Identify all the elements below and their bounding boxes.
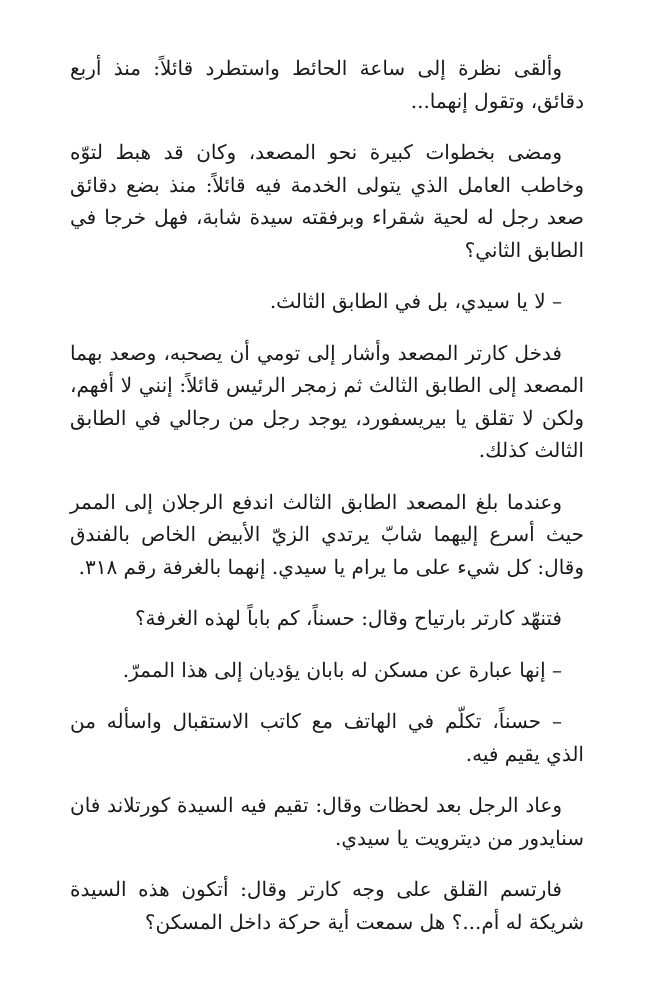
paragraph-6: فتنهّد كارتر بارتياح وقال: حسناً، كم باباً لهذه الغرفة؟ <box>134 606 562 630</box>
paragraph-2: ومضى بخطوات كبيرة نحو المصعد، وكان قد هبط لتوّه وخاطب العامل الذي يتولى الخدمة فيه قائلاً: منذ بضع دقائق صعد رجل له لحية شقراء وبرفقته سيدة شابة، فهل خرجا في الطابق الثاني؟ <box>70 140 584 262</box>
book-page <box>70 52 584 957</box>
paragraph-8: – حسناً، تكلّم في الهاتف مع كاتب الاستقبال واسأله من الذي يقيم فيه. <box>70 709 584 766</box>
paragraph-10: فارتسم القلق على وجه كارتر وقال: أتكون هذه السيدة شريكة له أم...؟ هل سمعت أية حركة داخل المسكن؟ <box>70 877 584 934</box>
paragraph-4: فدخل كارتر المصعد وأشار إلى تومي أن يصحبه، وصعد بهما المصعد إلى الطابق الثالث ثم زمجر الرئيس قائلاً: إنني لا أفهم، ولكن لا تقلق يا بيريسفورد، يوجد رجل من رجالي في الطابق الثالث كذلك. <box>70 340 584 462</box>
paragraph-7: – إنها عبارة عن مسكن له بابان يؤديان إلى هذا الممرّ. <box>122 657 562 682</box>
paragraph-1: وألقى نظرة إلى ساعة الحائط واستطرد قائلاً: منذ أربع دقائق، وتقول إنهما... <box>70 56 584 113</box>
paragraph-3: – لا يا سيدي، بل في الطابق الثالث. <box>269 289 562 313</box>
paragraph-5: وعندما بلغ المصعد الطابق الثالث اندفع الرجلان إلى الممر حيث أسرع إليهما شابّ يرتدي الزيّ الأبيض الخاص بالفندق وقال: كل شيء على ما يرام يا سيدي. إنهما بالغرفة رقم ٣١٨. <box>70 489 584 579</box>
paragraph-9: وعاد الرجل بعد لحظات وقال: تقيم فيه السيدة كورتلاند فان سنايدور من ديترويت يا سيدي. <box>70 793 584 850</box>
